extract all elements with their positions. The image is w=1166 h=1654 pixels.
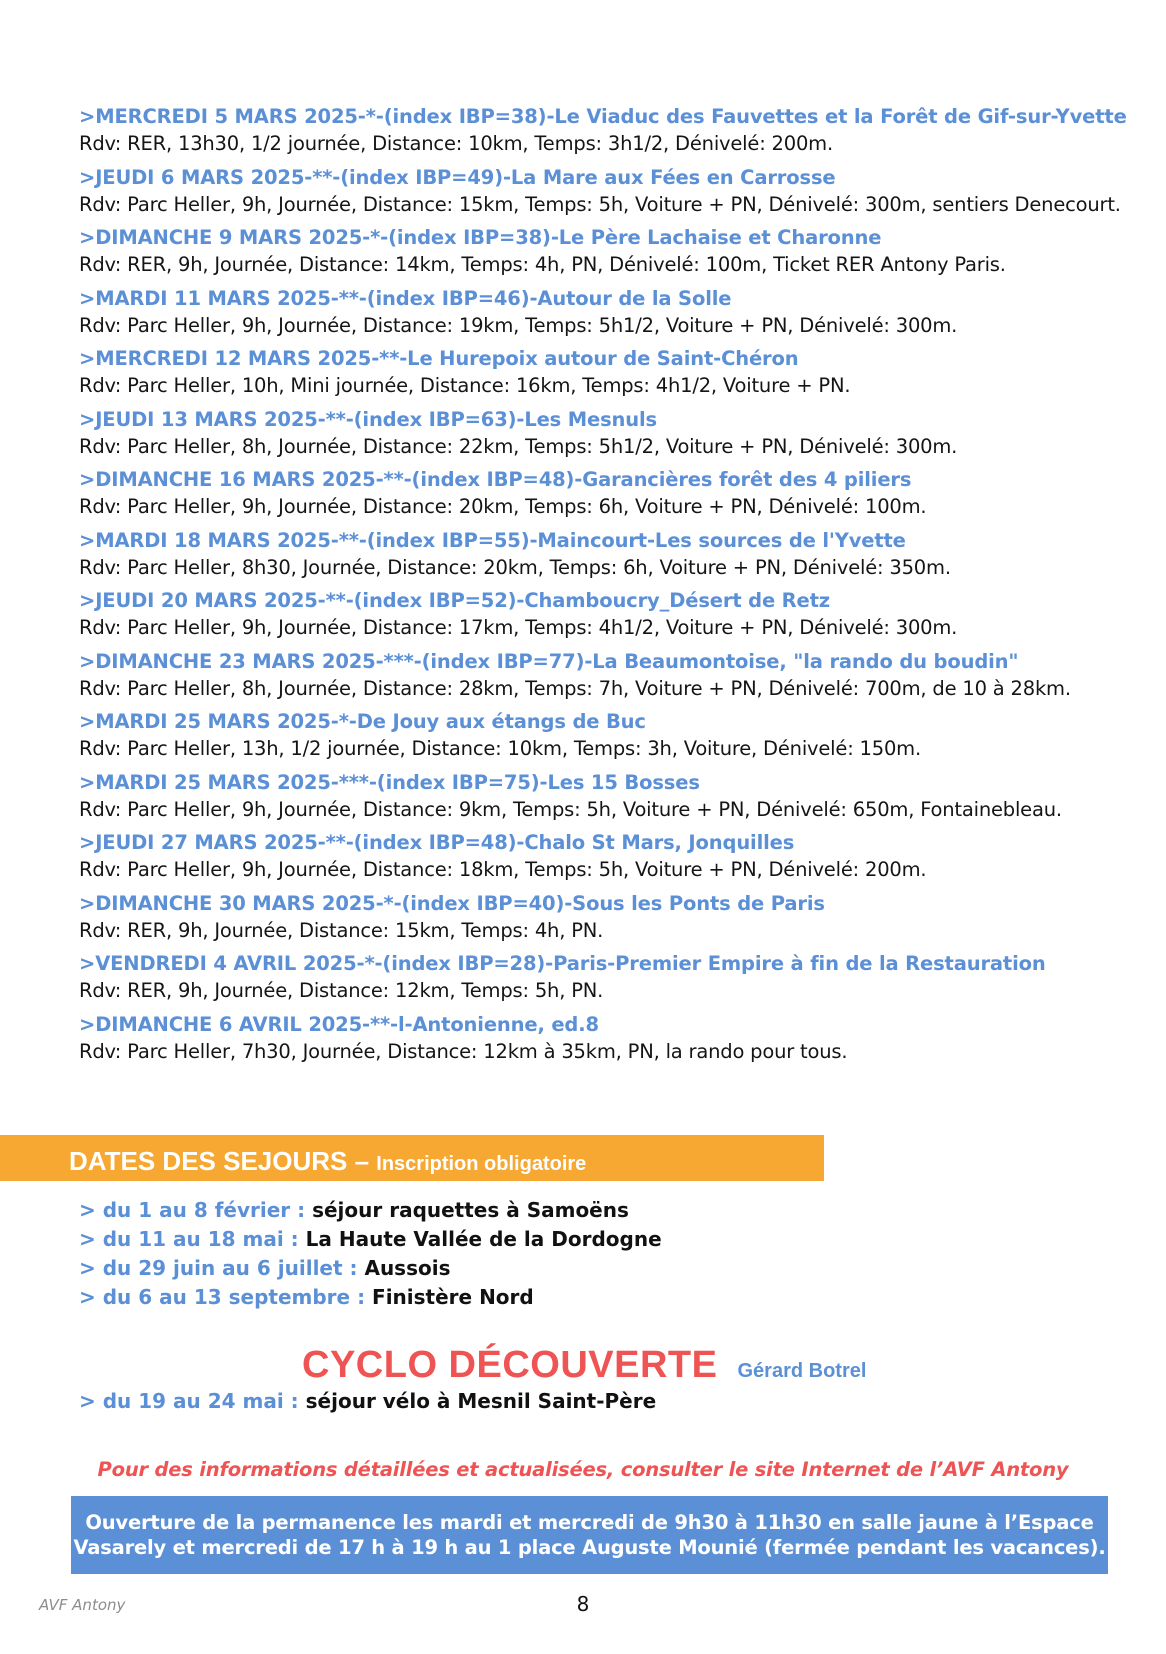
event-details: Rdv: Parc Heller, 9h, Journée, Distance: 15km, Temps: 5h, Voiture + PN, Dénivelé: 300m, sentiers Denecourt. — [79, 192, 1121, 216]
sejours-subtitle: Inscription obligatoire — [376, 1153, 587, 1175]
stay-place: Finistère Nord — [372, 1285, 534, 1309]
event-item — [79, 527, 1139, 581]
event-title: >JEUDI 6 MARS 2025-**-(index IBP=49)-La Mare aux Fées en Carrosse — [79, 165, 836, 189]
events-list — [79, 103, 1139, 1071]
event-details: Rdv: RER, 9h, Journée, Distance: 12km, Temps: 5h, PN. — [79, 979, 604, 1002]
sejours-list — [79, 1196, 662, 1312]
event-title: >DIMANCHE 23 MARS 2025-***-(index IBP=77)-La Beaumontoise, "la rando du boudin" — [79, 649, 1019, 673]
event-details: Rdv: Parc Heller, 8h, Journée, Distance: 22km, Temps: 5h1/2, Voiture + PN, Dénivelé: 300m. — [79, 434, 958, 458]
event-details: Rdv: Parc Heller, 9h, Journée, Distance: 9km, Temps: 5h, Voiture + PN, Dénivelé: 650m, Fontainebleau. — [79, 797, 1062, 821]
event-item — [79, 406, 1139, 460]
event-details: Rdv: Parc Heller, 8h30, Journée, Distance: 20km, Temps: 6h, Voiture + PN, Dénivelé: 350m. — [79, 555, 951, 579]
event-details: Rdv: Parc Heller, 9h, Journée, Distance: 18km, Temps: 5h, Voiture + PN, Dénivelé: 200m. — [79, 858, 927, 881]
stay-item — [79, 1254, 662, 1283]
stay-date: > du 19 au 24 mai : — [79, 1389, 306, 1413]
event-item — [79, 890, 1139, 944]
page-number: 8 — [576, 1592, 590, 1616]
event-details: Rdv: Parc Heller, 10h, Mini journée, Distance: 16km, Temps: 4h1/2, Voiture + PN. — [79, 374, 851, 397]
stay-place: La Haute Vallée de la Dordogne — [305, 1227, 662, 1251]
event-item — [79, 1011, 1139, 1065]
event-title: >DIMANCHE 30 MARS 2025-*-(index IBP=40)-Sous les Ponts de Paris — [79, 891, 825, 915]
event-item — [79, 769, 1139, 823]
stay-date: > du 1 au 8 février : — [79, 1198, 313, 1222]
event-details: Rdv: Parc Heller, 13h, 1/2 journée, Distance: 10km, Temps: 3h, Voiture, Dénivelé: 150m. — [79, 737, 921, 760]
event-item — [79, 285, 1139, 339]
event-item — [79, 164, 1139, 218]
stay-place: Aussois — [364, 1256, 451, 1280]
event-title: >MARDI 11 MARS 2025-**-(index IBP=46)-Autour de la Solle — [79, 286, 732, 310]
event-item — [79, 103, 1139, 157]
event-item — [79, 587, 1139, 641]
cyclo-author: Gérard Botrel — [737, 1360, 867, 1382]
event-title: >MERCREDI 5 MARS 2025-*-(index IBP=38)-Le Viaduc des Fauvettes et la Forêt de Gif-sur-Yvette — [79, 105, 1127, 128]
event-item — [79, 829, 1139, 883]
event-title: >MERCREDI 12 MARS 2025-**-Le Hurepoix autour de Saint-Chéron — [79, 347, 799, 370]
event-details: Rdv: Parc Heller, 8h, Journée, Distance: 28km, Temps: 7h, Voiture + PN, Dénivelé: 700m, de 10 à 28km. — [79, 676, 1071, 700]
sejours-title — [69, 1146, 586, 1179]
sejours-banner — [0, 1135, 824, 1181]
permanence-line-1: Ouverture de la permanence les mardi et mercredi de 9h30 à 11h30 en salle jaune à l’Espace — [85, 1511, 1094, 1534]
event-details: Rdv: Parc Heller, 7h30, Journée, Distance: 12km à 35km, PN, la rando pour tous. — [79, 1039, 848, 1063]
stay-item — [79, 1196, 662, 1225]
info-line: Pour des informations détaillées et actualisées, consulter le site Internet de l’AVF Antony — [97, 1458, 1069, 1481]
event-details: Rdv: Parc Heller, 9h, Journée, Distance: 19km, Temps: 5h1/2, Voiture + PN, Dénivelé: 300m. — [79, 313, 958, 337]
stay-item — [79, 1225, 662, 1254]
stay-item — [79, 1283, 662, 1312]
event-title: >VENDREDI 4 AVRIL 2025-*-(index IBP=28)-Paris-Premier Empire à fin de la Restauration — [79, 952, 1046, 975]
footer-org: AVF Antony — [39, 1596, 126, 1614]
event-title: >DIMANCHE 9 MARS 2025-*-(index IBP=38)-Le Père Lachaise et Charonne — [79, 226, 882, 249]
event-title: >JEUDI 27 MARS 2025-**-(index IBP=48)-Chalo St Mars, Jonquilles — [79, 831, 795, 854]
event-title: >DIMANCHE 16 MARS 2025-**-(index IBP=48)-Garancières forêt des 4 piliers — [79, 468, 912, 491]
event-details: Rdv: Parc Heller, 9h, Journée, Distance: 17km, Temps: 4h1/2, Voiture + PN, Dénivelé: 300m. — [79, 616, 958, 639]
stay-place: séjour raquettes à Samoëns — [312, 1198, 629, 1222]
permanence-box — [71, 1496, 1108, 1574]
event-title: >MARDI 25 MARS 2025-*-De Jouy aux étangs de Buc — [79, 710, 646, 733]
event-item — [79, 466, 1139, 520]
sejours-title-text: DATES DES SEJOURS – — [69, 1146, 377, 1176]
event-item — [79, 648, 1139, 702]
stay-place: séjour vélo à Mesnil Saint-Père — [305, 1389, 657, 1413]
event-title: >DIMANCHE 6 AVRIL 2025-**-l-Antonienne, ed.8 — [79, 1012, 599, 1036]
cyclo-header — [302, 1343, 866, 1387]
cyclo-list — [79, 1387, 656, 1416]
stay-date: > du 6 au 13 septembre : — [79, 1285, 373, 1309]
stay-date: > du 29 juin au 6 juillet : — [79, 1256, 365, 1280]
event-title: >JEUDI 13 MARS 2025-**-(index IBP=63)-Les Mesnuls — [79, 407, 658, 431]
cyclo-title: CYCLO DÉCOUVERTE — [302, 1344, 718, 1386]
event-title: >MARDI 18 MARS 2025-**-(index IBP=55)-Maincourt-Les sources de l'Yvette — [79, 528, 906, 552]
event-details: Rdv: RER, 13h30, 1/2 journée, Distance: 10km, Temps: 3h1/2, Dénivelé: 200m. — [79, 132, 833, 155]
event-details: Rdv: RER, 9h, Journée, Distance: 15km, Temps: 4h, PN. — [79, 918, 604, 942]
stay-date: > du 11 au 18 mai : — [79, 1227, 306, 1251]
event-details: Rdv: Parc Heller, 9h, Journée, Distance: 20km, Temps: 6h, Voiture + PN, Dénivelé: 100m. — [79, 495, 927, 518]
event-item — [79, 224, 1139, 278]
permanence-line-2: Vasarely et mercredi de 17 h à 19 h au 1 place Auguste Mounié (fermée pendant les vacances). — [73, 1536, 1106, 1559]
stay-item — [79, 1387, 656, 1416]
event-details: Rdv: RER, 9h, Journée, Distance: 14km, Temps: 4h, PN, Dénivelé: 100m, Ticket RER Antony Paris. — [79, 253, 1006, 276]
event-item — [79, 708, 1139, 762]
event-title: >JEUDI 20 MARS 2025-**-(index IBP=52)-Chamboucry_Désert de Retz — [79, 589, 830, 612]
event-title: >MARDI 25 MARS 2025-***-(index IBP=75)-Les 15 Bosses — [79, 770, 700, 794]
event-item — [79, 345, 1139, 399]
event-item — [79, 950, 1139, 1004]
